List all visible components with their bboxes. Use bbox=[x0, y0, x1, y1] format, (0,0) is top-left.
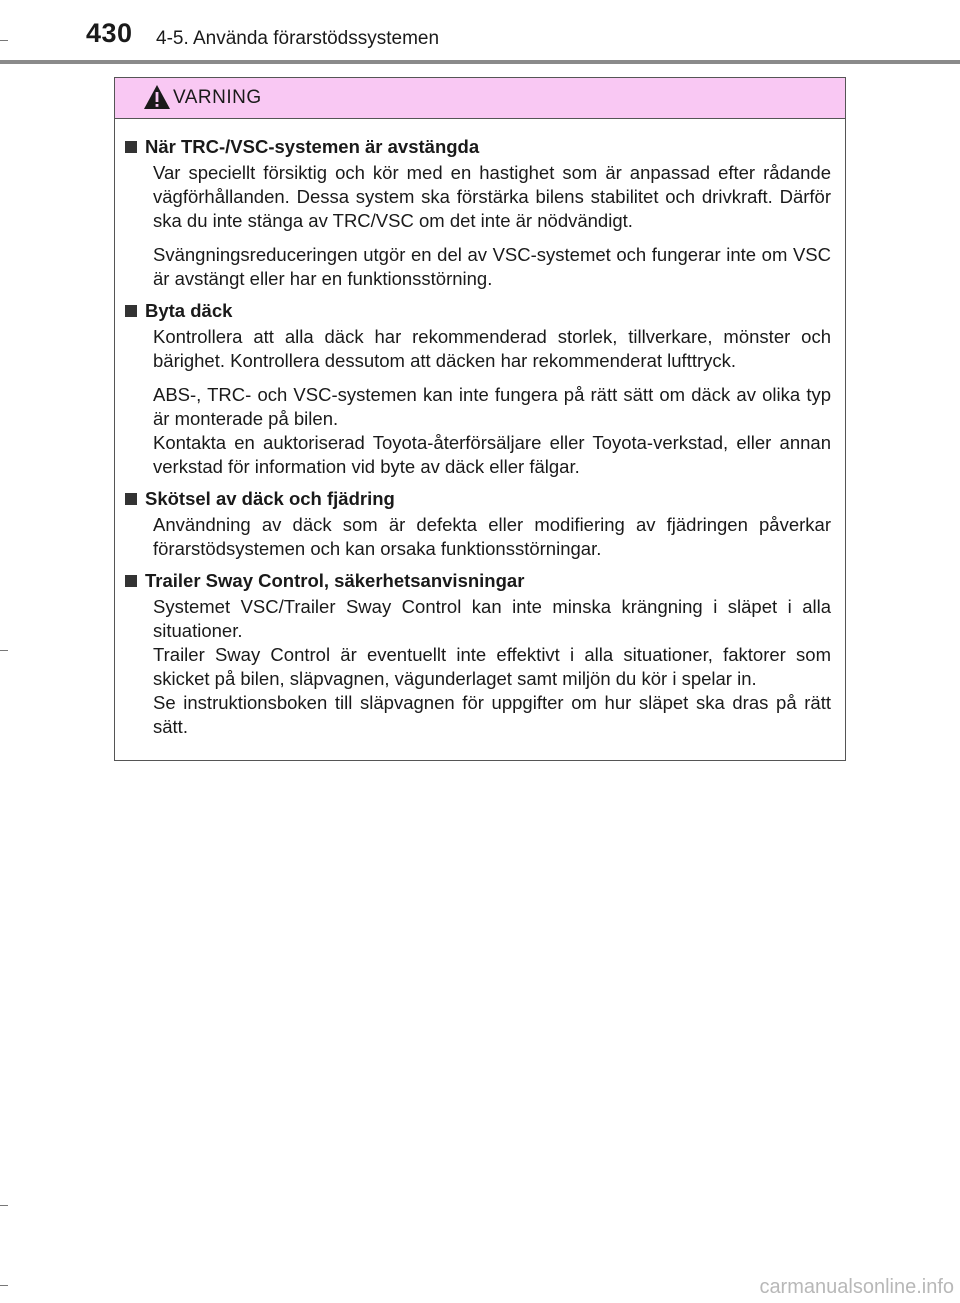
square-bullet-icon bbox=[125, 575, 137, 587]
paragraph: Kontakta en auktoriserad Toyota-återförsäljare eller Toyota-verkstad, eller annan verkstad för information vid byte av däck eller fälgar. bbox=[153, 432, 831, 477]
topic-byta-dack bbox=[125, 299, 831, 479]
paragraph: Trailer Sway Control är eventuellt inte effektivt i alla situationer, faktorer som skicket på bilen, släpvagnen, vägunderlaget samt miljön du kör i spelar in. bbox=[153, 644, 831, 689]
topic-trailer-sway bbox=[125, 569, 831, 739]
topic-heading-text: Byta däck bbox=[145, 300, 233, 321]
warning-triangle-icon bbox=[143, 84, 171, 110]
warning-box bbox=[114, 77, 846, 761]
paragraph: Användning av däck som är defekta eller modifiering av fjädringen påverkar förarstödsystemen och kan orsaka funktionsstörningar. bbox=[153, 514, 831, 559]
page-number: 430 bbox=[86, 18, 133, 48]
topic-heading-text: När TRC-/VSC-systemen är avstängda bbox=[145, 136, 480, 157]
topic-heading-text: Skötsel av däck och fjädring bbox=[145, 488, 395, 509]
square-bullet-icon bbox=[125, 305, 137, 317]
paragraph: Systemet VSC/Trailer Sway Control kan inte minska krängning i släpet i alla situationer. bbox=[153, 596, 831, 641]
warning-header bbox=[115, 78, 845, 119]
header-rule bbox=[0, 60, 960, 64]
crop-mark bbox=[0, 1285, 8, 1286]
page-header bbox=[0, 0, 960, 64]
warning-body bbox=[115, 119, 845, 739]
paragraph: Var speciellt försiktig och kör med en hastighet som är anpassad efter rådande vägförhållanden. Dessa system ska förstärka bilens stabilitet och drivkraft. Därför ska du inte stänga av TRC/VSC om det inte är nödvändigt. bbox=[153, 162, 831, 231]
topic-skotsel bbox=[125, 487, 831, 561]
topic-heading bbox=[125, 135, 831, 159]
watermark: carmanualsonline.info bbox=[759, 1276, 954, 1298]
crop-mark bbox=[0, 650, 8, 651]
paragraph: Kontrollera att alla däck har rekommenderad storlek, tillverkare, mönster och bärighet. Kontrollera dessutom att däcken har rekommenderat lufttryck. bbox=[153, 326, 831, 371]
paragraph: Se instruktionsboken till släpvagnen för uppgifter om hur släpet ska dras på rätt sätt. bbox=[153, 692, 831, 737]
warning-label: VARNING bbox=[173, 87, 262, 108]
square-bullet-icon bbox=[125, 493, 137, 505]
topic-heading bbox=[125, 569, 831, 593]
paragraph: Svängningsreduceringen utgör en del av VSC-systemet och fungerar inte om VSC är avstängt eller har en funktionsstörning. bbox=[153, 244, 831, 289]
crop-mark bbox=[0, 1205, 8, 1206]
topic-trc-vsc-off bbox=[125, 135, 831, 291]
section-title: 4-5. Använda förarstödssystemen bbox=[156, 28, 440, 49]
topic-heading-text: Trailer Sway Control, säkerhetsanvisningar bbox=[145, 570, 525, 591]
square-bullet-icon bbox=[125, 141, 137, 153]
topic-heading bbox=[125, 299, 831, 323]
topic-heading bbox=[125, 487, 831, 511]
paragraph: ABS-, TRC- och VSC-systemen kan inte fungera på rätt sätt om däck av olika typ är monterade på bilen. bbox=[153, 384, 831, 429]
